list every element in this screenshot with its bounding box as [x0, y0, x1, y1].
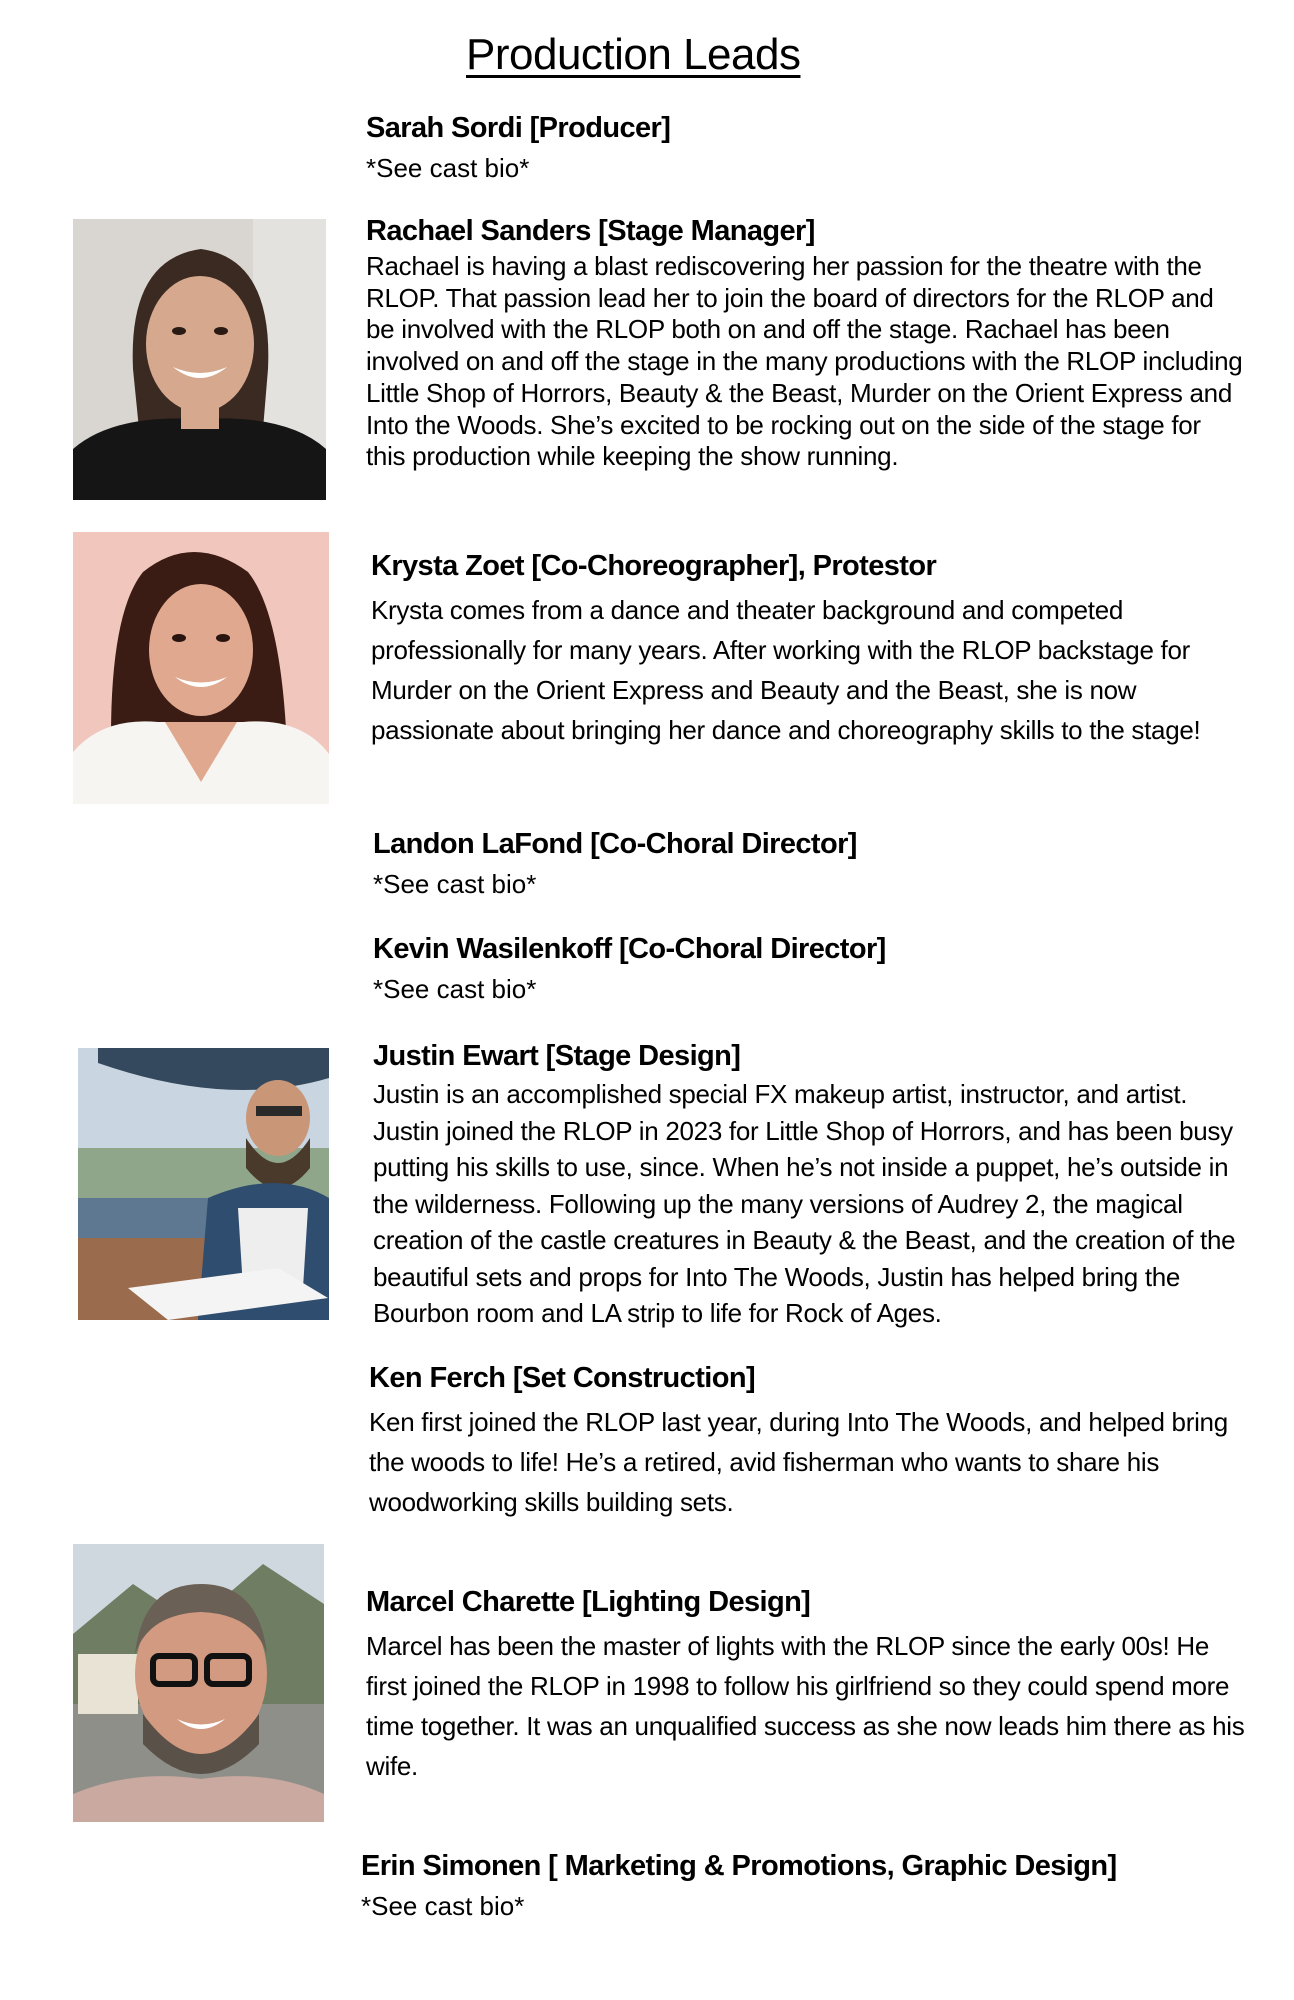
crew-entry-krysta-zoet: [371, 548, 1251, 750]
crew-entry-ken-ferch: [369, 1360, 1249, 1522]
crew-entry-sarah-sordi: [366, 110, 1246, 184]
crew-entry-erin-simonen: [361, 1848, 1261, 1922]
crew-bio: Krysta comes from a dance and theater background and competed professionally for many years. After working with the RLOP backstage for Murder on the Orient Express and Beauty and the Beast, she is now passionate about bringing her dance and choreography skills to the stage!: [371, 595, 1201, 745]
crew-bio: *See cast bio*: [361, 1891, 525, 1921]
crew-name: Erin Simonen [ Marketing & Promotions, Graphic Design]: [361, 1850, 1117, 1882]
crew-name: Rachael Sanders [Stage Manager]: [366, 215, 815, 247]
crew-name: Krysta Zoet [Co-Choreographer], Protestor: [371, 550, 937, 582]
crew-bio: Ken first joined the RLOP last year, during Into The Woods, and helped bring the woods to life! He’s a retired, avid fisherman who wants to share his woodworking skills building sets.: [369, 1407, 1228, 1517]
crew-entry-kevin-wasilenkoff: [373, 931, 1253, 1005]
crew-name: Landon LaFond [Co-Choral Director]: [373, 828, 857, 860]
crew-name: Sarah Sordi [Producer]: [366, 112, 671, 144]
crew-entry-landon-lafond: [373, 826, 1253, 900]
marcel-charette-photo: [73, 1544, 324, 1822]
crew-entry-marcel-charette: [366, 1584, 1246, 1786]
page-title: Production Leads: [466, 30, 801, 79]
crew-name: Kevin Wasilenkoff [Co-Choral Director]: [373, 933, 886, 965]
crew-bio: *See cast bio*: [373, 974, 537, 1004]
crew-bio: Marcel has been the master of lights with the RLOP since the early 00s! He first joined the RLOP in 1998 to follow his girlfriend so they could spend more time together. It was an unqualified success as she now leads him there as his wife.: [366, 1631, 1245, 1781]
crew-name: Justin Ewart [Stage Design]: [373, 1040, 741, 1072]
crew-entry-justin-ewart: [373, 1038, 1253, 1332]
justin-ewart-photo: [78, 1048, 329, 1320]
crew-bio: *See cast bio*: [373, 869, 537, 899]
krysta-zoet-photo: [73, 532, 329, 804]
crew-bio: Rachael is having a blast rediscovering her passion for the theatre with the RLOP. That passion lead her to join the board of directors for the RLOP and be involved with the RLOP both on and off the stage. Rachael has been involved on and off the stage in the many productions with the RLOP including Little Shop of Horrors, Beauty & the Beast, Murder on the Orient Express and Into the Woods. She’s excited to be rocking out on the side of the stage for this production while keeping the show running.: [366, 251, 1243, 472]
rachael-sanders-photo: [73, 219, 326, 500]
crew-bio: *See cast bio*: [366, 153, 530, 183]
crew-entry-rachael-sanders: [366, 213, 1246, 473]
crew-bio: Justin is an accomplished special FX makeup artist, instructor, and artist. Justin joined the RLOP in 2023 for Little Shop of Horrors, and has been busy putting his skills to use, since. When he’s not inside a puppet, he’s outside in the wilderness. Following up the many versions of Audrey 2, the magical creation of the castle creatures in Beauty & the Beast, and the creation of the beautiful sets and props for Into The Woods, Justin has helped bring the Bourbon room and LA strip to life for Rock of Ages.: [373, 1079, 1236, 1328]
crew-name: Marcel Charette [Lighting Design]: [366, 1586, 811, 1618]
crew-name: Ken Ferch [Set Construction]: [369, 1362, 756, 1394]
